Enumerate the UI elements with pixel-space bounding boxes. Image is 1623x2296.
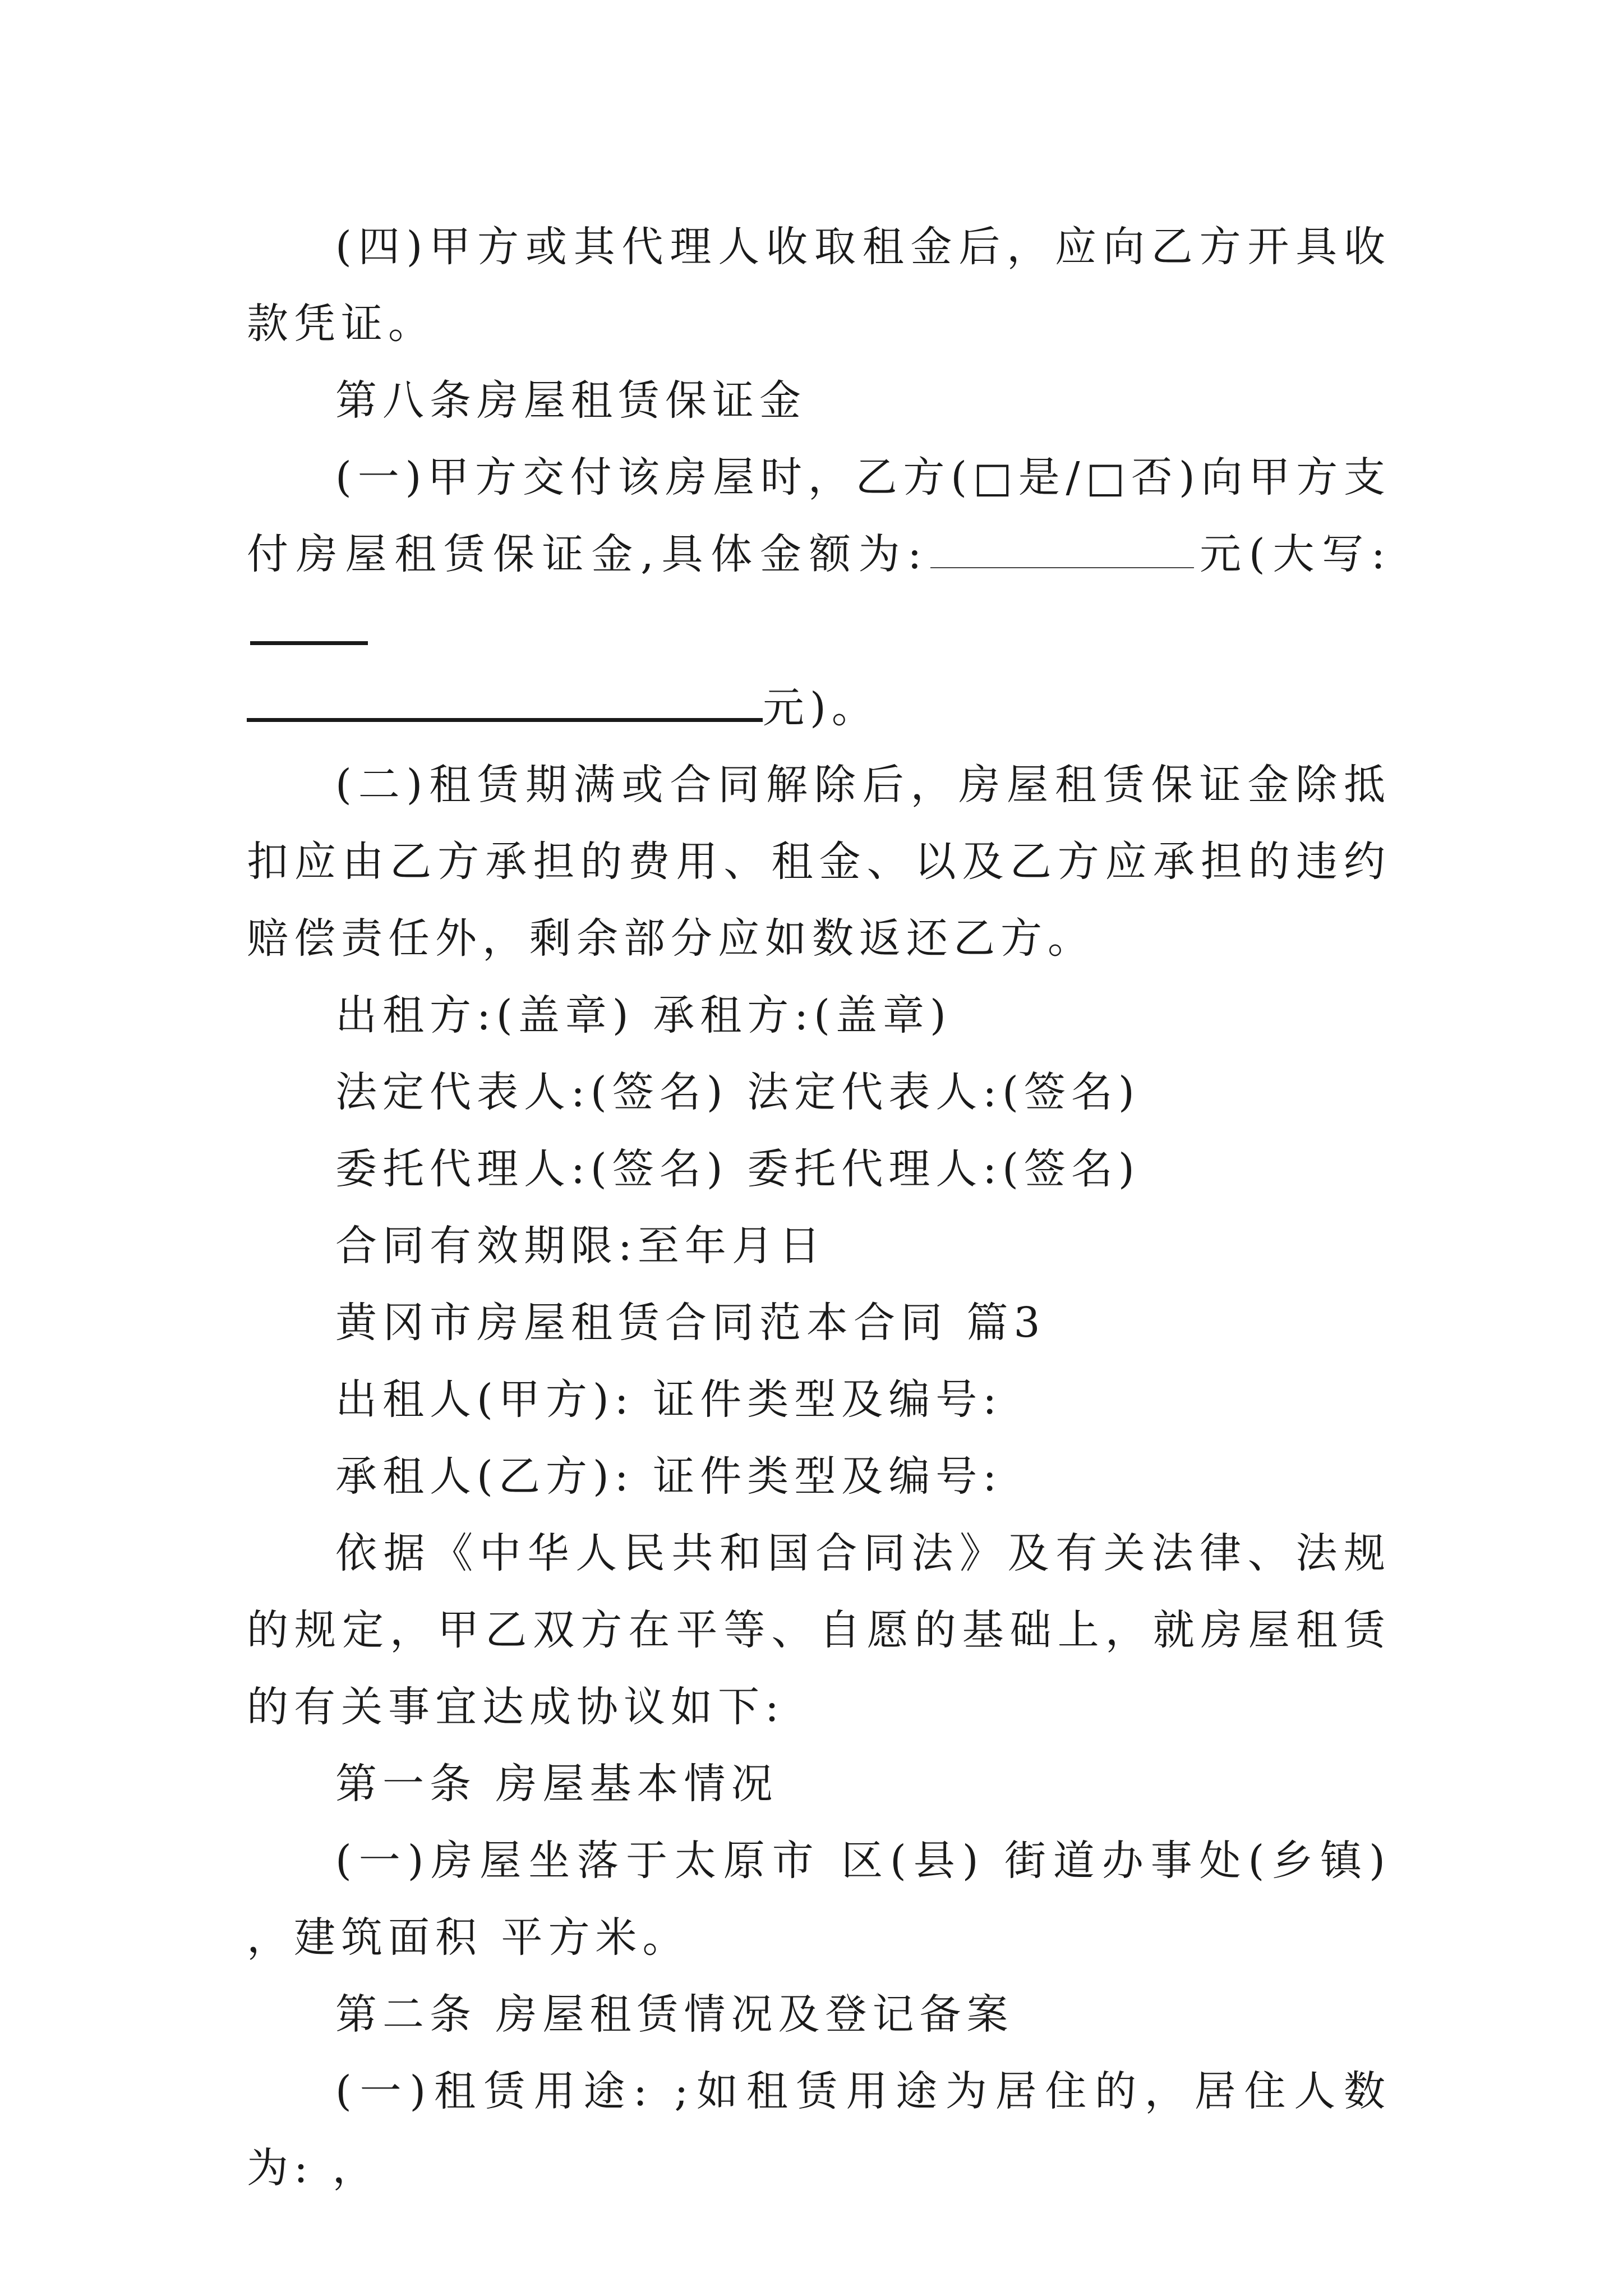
paragraph-receipt: (四)甲方或其代理人收取租金后，应向乙方开具收款凭证。 [247,223,1391,348]
paragraph-legal-basis: 依据《中华人民共和国合同法》及有关法律、法规的规定，甲乙双方在平等、自愿的基础上，就房屋租赁的有关事宜达成协议如下: [247,1529,1391,1731]
deposit-capital-blank-start [250,608,368,645]
deposit-text: (一)甲方交付该房屋时，乙方(□是/□否)向甲方支付房屋租赁保证金,具体金额为: [247,453,1391,578]
paragraph-house-location: (一)房屋坐落于太原市 区(县) 街道办事处(乡镇) ，建筑面积 平方米。 [247,1837,1391,1962]
deposit-capital-blank-end [247,684,763,722]
contract-validity: 合同有效期限:至年月日 [335,1222,826,1270]
deposit-unit: 元(大写: [1197,530,1391,578]
paragraph-deposit-continued [247,670,1391,747]
signature-legal-rep: 法定代表人:(签名) 法定代表人:(签名) [335,1068,1140,1116]
section-title-part-3: 黄冈市房屋租赁合同范本合同 篇3 [335,1299,1046,1347]
lessee-info: 承租人(乙方): 证件类型及编号: [335,1452,1003,1501]
deposit-amount-blank [930,533,1194,568]
signature-parties: 出租方:(盖章) 承租方:(盖章) [335,991,952,1039]
lessor-info: 出租人(甲方): 证件类型及编号: [335,1375,1003,1424]
heading-article-2: 第二条 房屋租赁情况及登记备案 [335,1990,1014,2039]
signature-agent: 委托代理人:(签名) 委托代理人:(签名) [335,1145,1140,1193]
paragraph-deposit-refund: (二)租赁期满或合同解除后，房屋租赁保证金除抵扣应由乙方承担的费用、租金、以及乙方应承担的违约赔偿责任外，剩余部分应如数返还乙方。 [247,761,1391,963]
document-body [247,209,1391,2207]
heading-article-1: 第一条 房屋基本情况 [335,1760,778,1808]
deposit-tail: 元)。 [763,684,879,732]
paragraph-deposit [247,439,1391,670]
paragraph-rental-purpose: (一)租赁用途: ;如租赁用途为居住的，居住人数为: ， [247,2067,1391,2192]
heading-article-8: 第八条房屋租赁保证金 [335,376,806,425]
